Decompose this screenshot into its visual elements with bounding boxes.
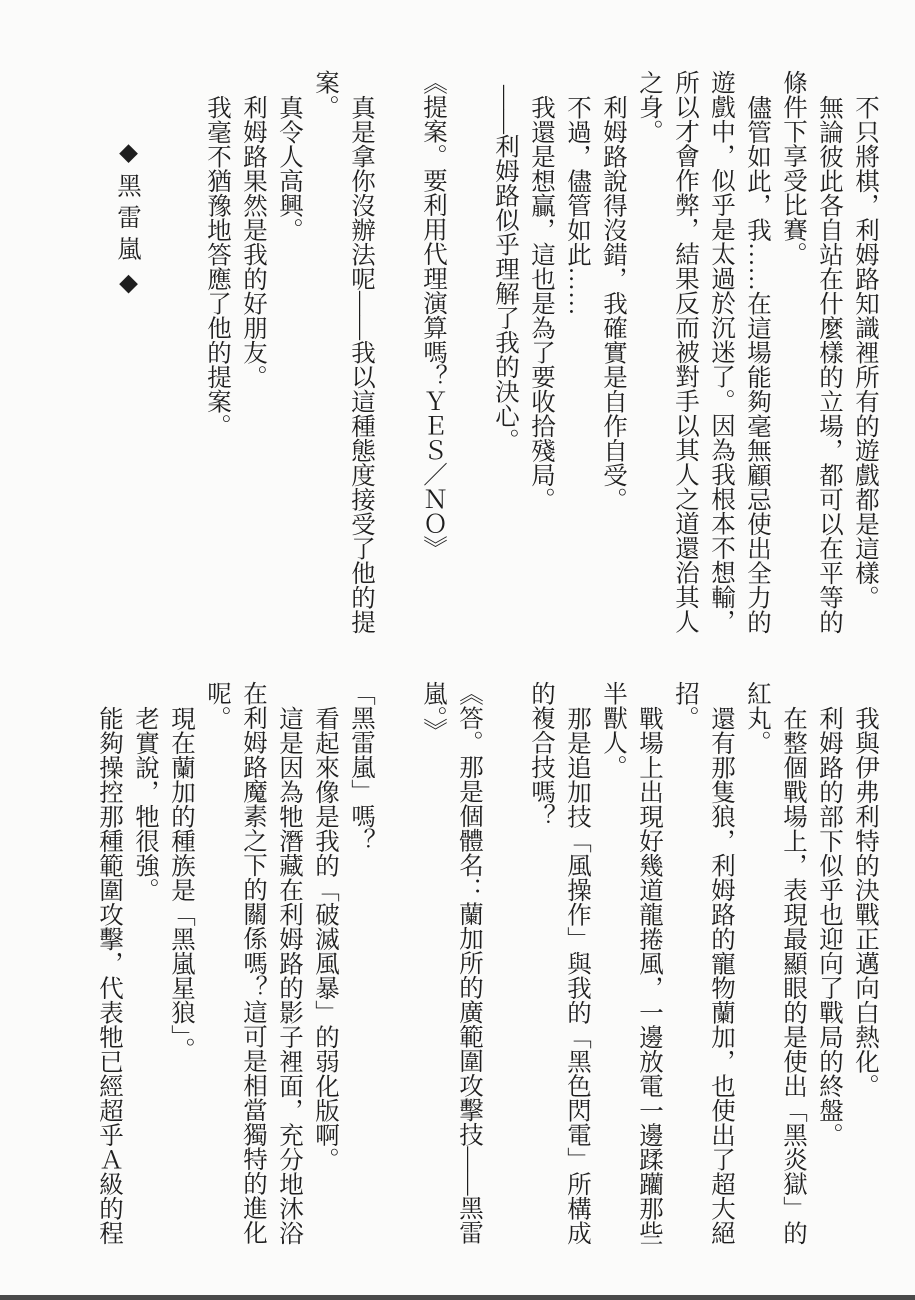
paragraph: 利姆路果然是我的好朋友。: [240, 94, 267, 389]
paragraph: 老實說，牠很強。: [132, 705, 159, 902]
paragraph: 我與伊弗利特的決戰正邁向白熱化。: [852, 705, 879, 1098]
paragraph: 在整個戰場上，表現最顯眼的是使出「黑炎獄」的紅丸。: [744, 681, 807, 1245]
paragraph: 利姆路說得沒錯，我確實是自作自受。: [600, 94, 627, 511]
paragraph: 戰場上出現好幾道龍捲風，一邊放電一邊蹂躪那些半獸人。: [600, 681, 663, 1245]
page-scan-bottom-edge: [0, 1295, 915, 1300]
bottom-text-block: [43, 681, 883, 1247]
paragraph: 現在蘭加的種族是「黑嵐星狼」。: [168, 705, 195, 1061]
paragraph: 我還是想贏，這也是為了要收拾殘局。: [528, 94, 555, 511]
paragraph: 那是追加技「風操作」與我的「黑色閃電」所構成的複合技嗎？: [528, 681, 591, 1245]
paragraph: 利姆路的部下似乎也迎向了戰局的終盤。: [816, 705, 843, 1147]
section-heading: ◆黑雷嵐◆: [114, 137, 141, 304]
paragraph: 不過，儘管如此……: [564, 94, 591, 315]
paragraph: 真是拿你沒辦法呢——我以這種態度接受了他的提案。: [312, 70, 375, 634]
system-message-line: 《提案。要利用代理演算嗎？ＹＥＳ／ＮＯ》: [420, 70, 447, 560]
quote-paragraph: 「黑雷嵐」嗎？: [348, 681, 375, 853]
paragraph: 不只將棋，利姆路知識裡所有的遊戲都是這樣。: [852, 94, 879, 609]
paragraph: 真令人高興。: [276, 94, 303, 242]
paragraph: 能夠操控那種範圍攻擊，代表牠已經超乎Ａ級的程: [96, 705, 123, 1245]
paragraph: 無論彼此各自站在什麼樣的立場，都可以在平等的條件下享受比賽。: [780, 70, 843, 634]
paragraph: 儘管如此，我……在這場能夠毫無顧忌使出全力的遊戲中，似乎是太過於沉迷了。因為我根本不想輸，所以才會作弊，結果反而被對手以其人之道還治其人之身。: [636, 70, 771, 634]
paragraph: 我毫不猶豫地答應了他的提案。: [204, 94, 231, 438]
top-text-block: [43, 70, 883, 636]
paragraph: 這是因為牠潛藏在利姆路的影子裡面，充分地沐浴在利姆路魔素之下的關係嗎？這可是相當獨特的進化呢。: [204, 681, 303, 1245]
paragraph: 還有那隻狼，利姆路的寵物蘭加，也使出了超大絕招。: [672, 681, 735, 1245]
system-message-line: 《答。那是個體名：蘭加所的廣範圍攻擊技——黑雷嵐。》: [420, 681, 483, 1245]
dash-paragraph: ——利姆路似乎理解了我的決心。: [492, 84, 519, 453]
paragraph: 看起來像是我的「破滅風暴」的弱化版啊。: [312, 705, 339, 1171]
